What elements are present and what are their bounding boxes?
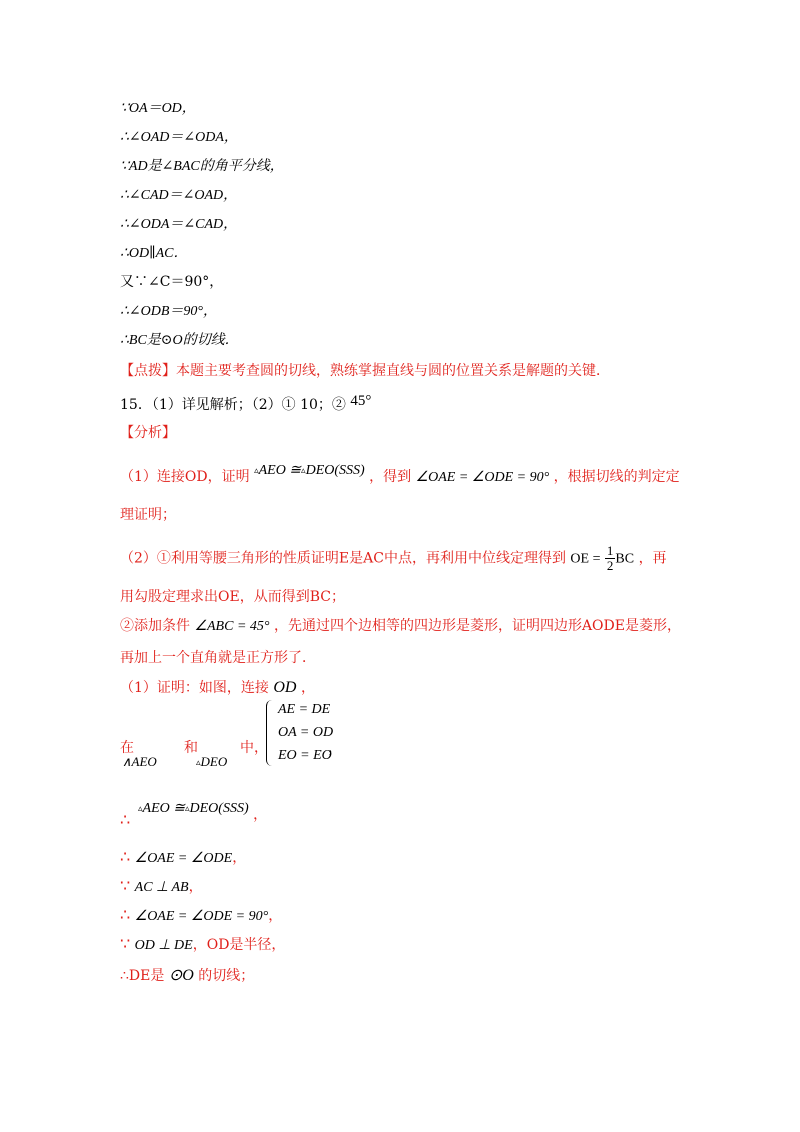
proof-text: ，	[328, 740, 342, 756]
circle-o-symbol: ⊙O	[168, 967, 194, 984]
therefore-symbol	[120, 810, 130, 830]
triangle-deo: DEO	[200, 754, 228, 769]
in-triangles-zhong	[240, 738, 268, 758]
equation-system	[266, 700, 336, 770]
proof-line	[120, 301, 217, 322]
perpendicular-formula: AC ⊥ AB	[134, 880, 189, 895]
brace-icon	[266, 700, 275, 766]
proof-text: 和	[184, 740, 198, 756]
analysis-text: ，根据切线的判定定	[553, 469, 680, 485]
q15-angle: 45°	[350, 393, 372, 409]
because-icon: ∵	[120, 876, 131, 895]
analysis-text: ，再	[638, 550, 667, 567]
fraction-denominator: 2	[606, 558, 614, 573]
triangle-deo-label	[196, 752, 227, 773]
proof-text: ，	[232, 850, 247, 866]
proof-step	[120, 847, 246, 869]
proof-line-text: ∴∠CAD＝∠OAD，	[120, 188, 238, 203]
therefore-icon: ∴	[120, 847, 131, 866]
proof-line	[120, 330, 239, 351]
triangle-icon: ▵	[254, 465, 259, 475]
fraction-numerator: 1	[606, 543, 614, 558]
because-icon: ∵	[120, 934, 131, 953]
proof-step	[120, 876, 203, 898]
proof-line-text: ∴∠OAD＝∠ODA，	[120, 130, 238, 145]
analysis-text: 再加上一个直角就是正方形了．	[120, 650, 316, 666]
analysis-part2-cont	[120, 587, 345, 607]
analysis-text: ，得到	[369, 469, 412, 485]
congruence-formula	[138, 801, 249, 816]
triangle-aeo: ∧AEO	[122, 754, 157, 769]
analysis-part3	[120, 616, 681, 637]
proof-line-text: ∵AD是∠BAC的角平分线，	[120, 159, 284, 174]
proof-line	[120, 156, 284, 177]
congruence-conclusion	[120, 798, 267, 825]
proof-step	[120, 905, 282, 927]
question-15-answer	[120, 391, 371, 415]
analysis-part3-cont	[120, 648, 316, 668]
proof-step	[120, 934, 285, 956]
proof-text: ，OD是半径，	[192, 937, 286, 953]
proof-text: ，	[253, 807, 268, 823]
proof-text: ∴DE是	[120, 968, 165, 984]
equation-row: EO = EO	[278, 748, 332, 763]
bc-label: BC	[615, 551, 635, 567]
analysis-text: ，先通过四个边相等的四边形是菱形，证明四边形AODE是菱形，	[273, 618, 681, 634]
congruence-formula	[254, 463, 365, 478]
proof-line	[120, 272, 223, 292]
triangle-icon: ▵	[196, 758, 201, 768]
analysis-text: 用勾股定理求出OE，从而得到BC；	[120, 589, 345, 605]
triangle-icon: ▵	[138, 803, 143, 813]
angle-formula: ∠OAE = ∠ODE = 90°	[415, 470, 550, 485]
therefore-icon: ∴	[120, 810, 131, 829]
equation-row: AE = DE	[278, 702, 331, 717]
proof-line-text: ∴∠ODA＝∠CAD，	[120, 217, 238, 232]
equation-row: OA = OD	[278, 725, 334, 740]
proof-line	[120, 185, 237, 206]
proof-line-text: ∵OA＝OD，	[120, 101, 196, 116]
proof-text: （1）证明：如图，连接	[120, 680, 269, 696]
formula-part: AEO ≅	[258, 463, 302, 478]
analysis-part2	[120, 544, 667, 573]
proof-line-text: ∴∠ODB＝90°，	[120, 304, 218, 319]
proof-text: 中，	[240, 740, 268, 756]
q15-text: 15．（1）详见解析；（2）① 10；②	[120, 397, 346, 413]
formula-part: DEO(SSS)	[305, 463, 365, 478]
dianbo-text: 【点拨】本题主要考查圆的切线，熟练掌握直线与圆的位置关系是解题的关键．	[120, 363, 610, 379]
brace-comma	[328, 738, 342, 758]
proof-line	[120, 98, 196, 119]
proof-line	[120, 243, 187, 264]
dianbo-note	[120, 361, 610, 381]
triangle-aeo-label	[122, 752, 157, 772]
therefore-icon: ∴	[120, 905, 131, 924]
analysis-text: ②添加条件	[120, 618, 190, 634]
od-label: OD	[273, 679, 297, 696]
analysis-heading	[120, 423, 176, 443]
triangle-icon: ▵	[301, 465, 306, 475]
proof-line	[120, 127, 238, 148]
triangle-icon: ▵	[184, 803, 190, 813]
proof-text: ，	[188, 879, 203, 895]
angle-formula: ∠OAE = ∠ODE = 90°	[134, 909, 269, 924]
analysis-text: （1）连接OD，证明	[120, 469, 250, 485]
analysis-text: 理证明；	[120, 507, 176, 523]
oe-formula: OE =	[570, 551, 601, 567]
proof-line-text: ∴BC是⊙O的切线．	[120, 333, 239, 348]
formula-part: DEO(SSS)	[189, 801, 249, 816]
proof-text: ，	[268, 908, 283, 924]
angle-abc-formula: ∠ABC = 45°	[194, 619, 270, 634]
analysis-part1-cont	[120, 505, 176, 525]
proof-line-text: ∴OD∥AC．	[120, 246, 188, 261]
formula-part: AEO ≅	[142, 801, 185, 816]
analysis-text: （2）①利用等腰三角形的性质证明E是AC中点，再利用中位线定理得到	[120, 550, 566, 567]
proof-text: 在	[120, 740, 134, 756]
analysis-heading-text: 【分析】	[120, 425, 176, 441]
analysis-part1	[120, 460, 680, 488]
proof-line-text: 又∵∠C＝90°，	[120, 274, 224, 290]
angle-equality: ∠OAE = ∠ODE	[134, 851, 233, 866]
proof-text: ，	[300, 680, 315, 696]
proof-intro	[120, 678, 315, 698]
proof-text: 的切线；	[198, 968, 255, 984]
proof-line	[120, 214, 237, 235]
fraction-half	[605, 544, 616, 573]
proof-step	[120, 966, 254, 986]
perpendicular-formula: OD ⊥ DE	[134, 938, 193, 953]
